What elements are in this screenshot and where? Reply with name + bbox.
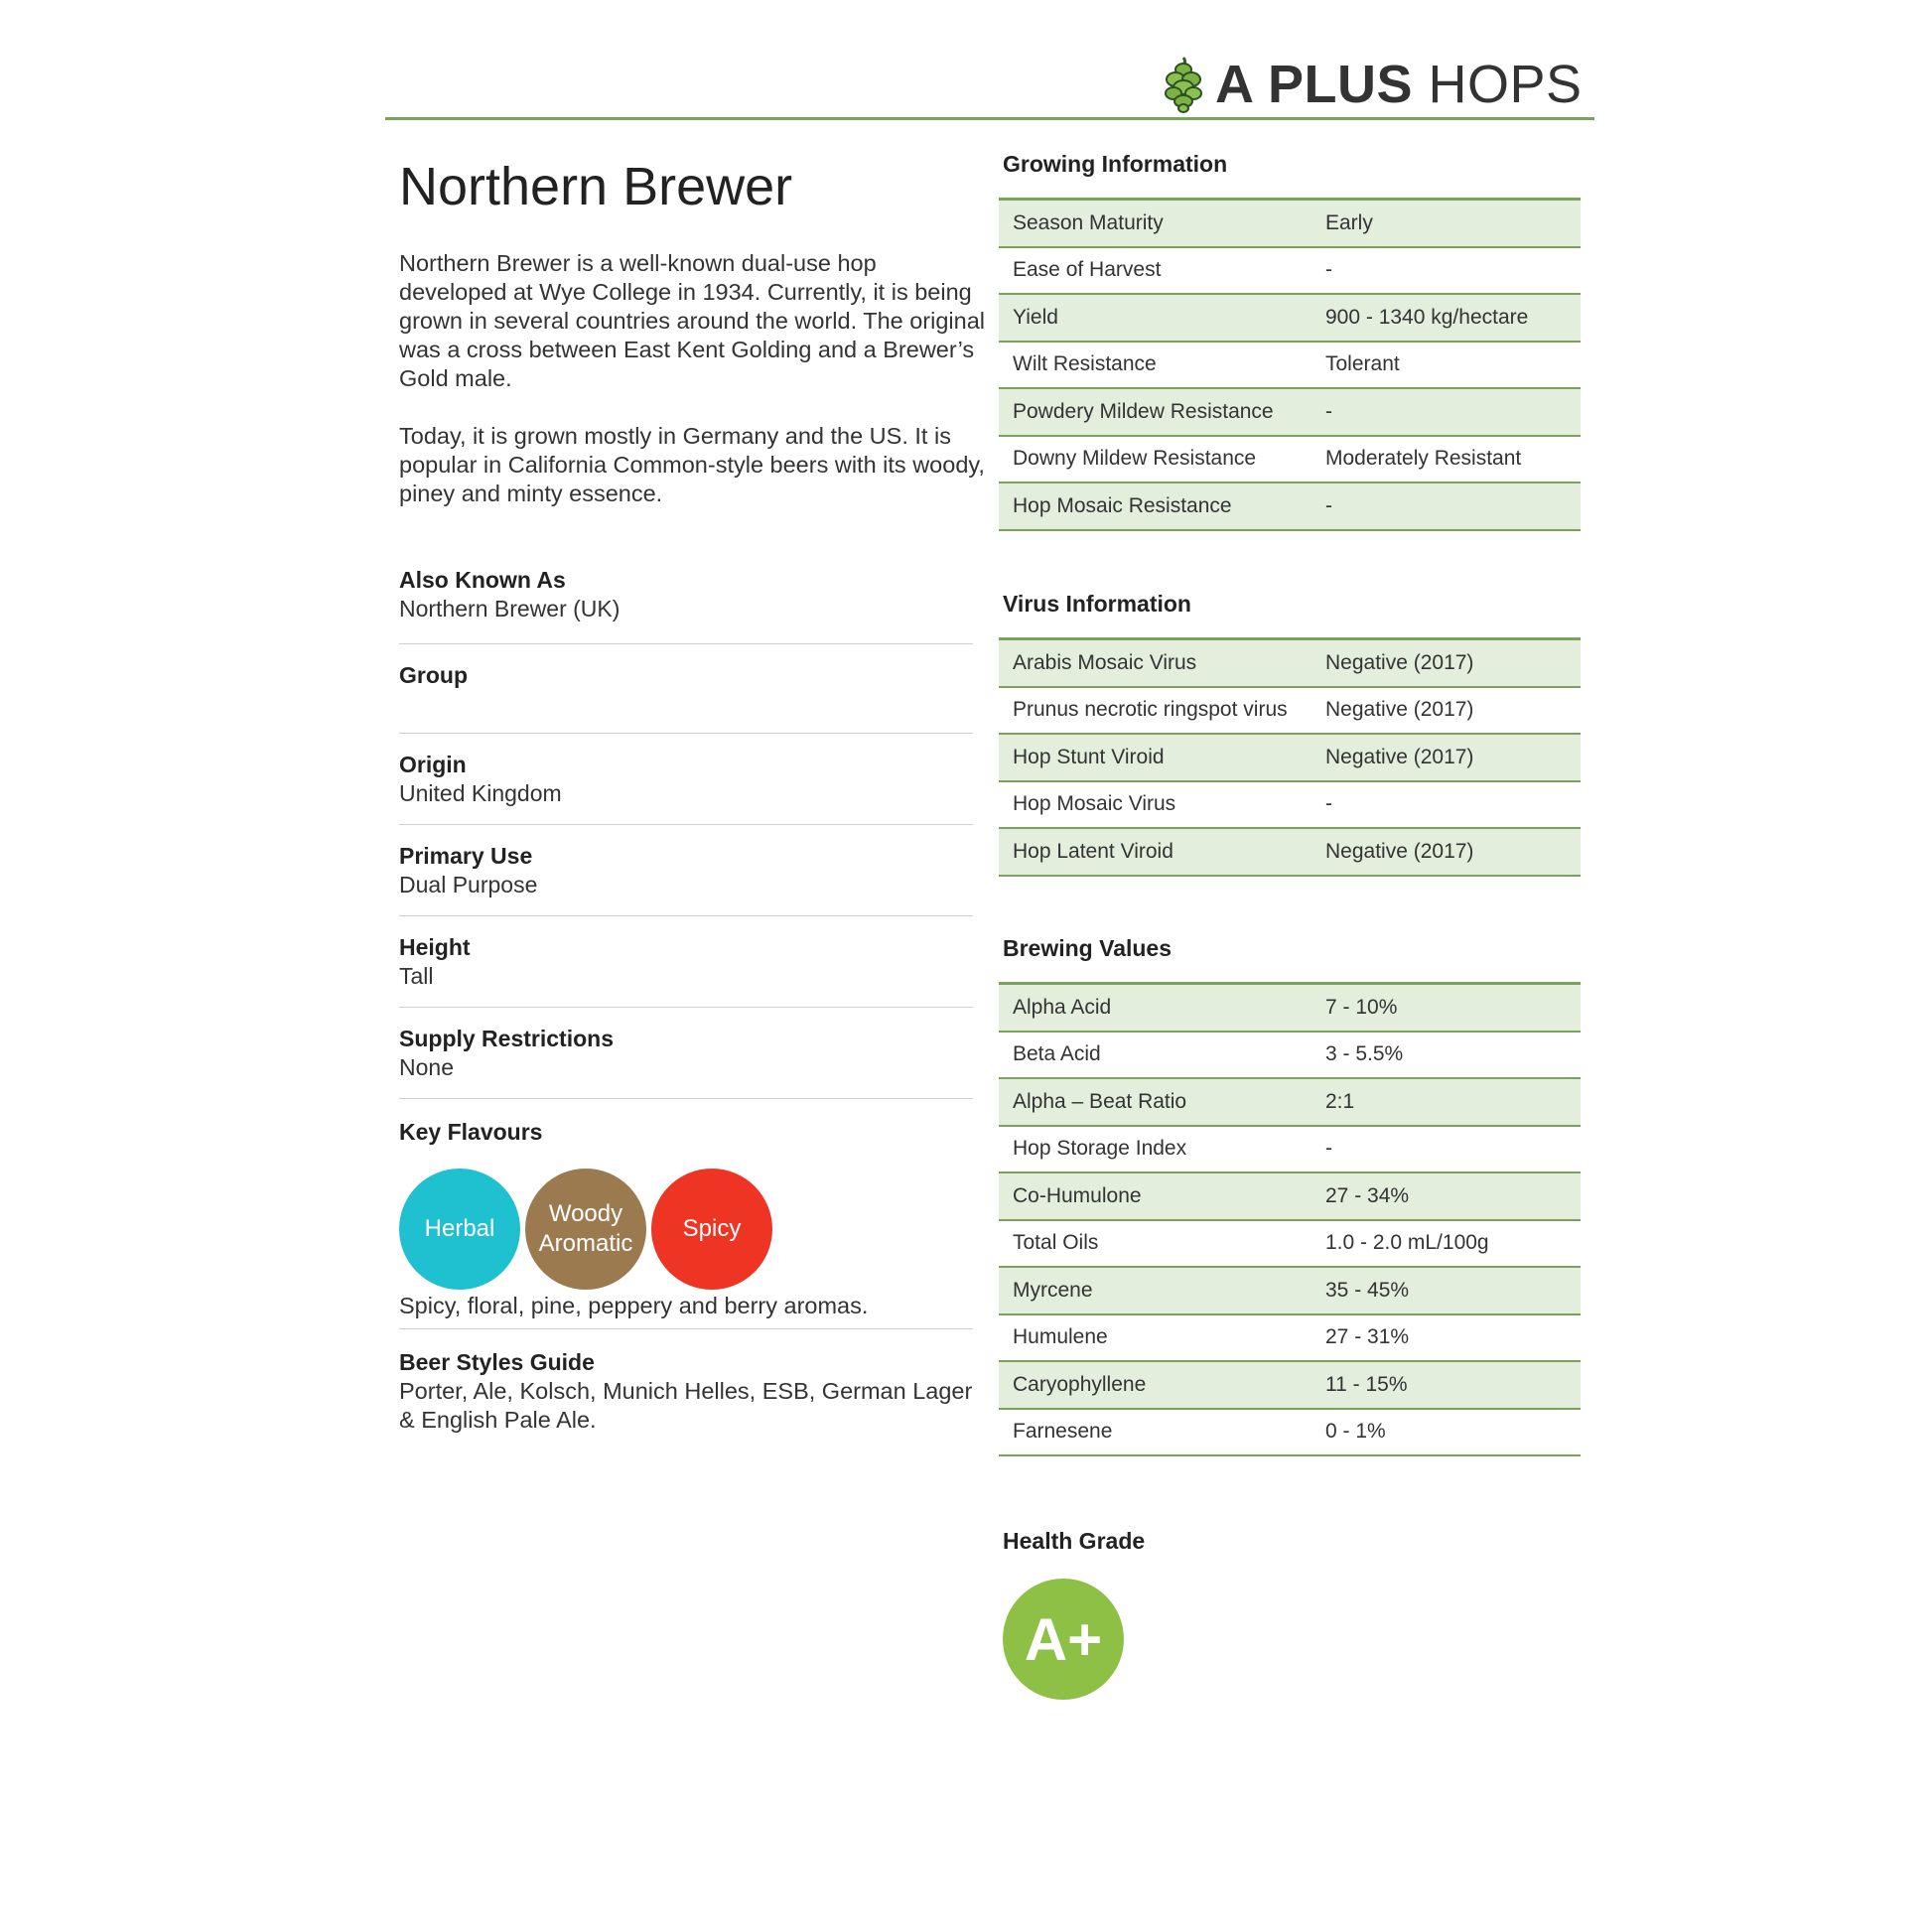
health-grade-title: Health Grade [1003,1528,1146,1554]
row-label: Hop Storage Index [1013,1137,1187,1161]
table-row [999,201,1581,248]
hop-properties [399,566,985,1099]
row-value: 1.0 - 2.0 mL/100g [1325,1231,1489,1255]
growing-info-title: Growing Information [1003,151,1228,177]
virus-info-title: Virus Information [1003,591,1191,617]
table-row [999,1033,1581,1080]
row-label: Ease of Harvest [1013,258,1162,282]
table-row [999,985,1581,1033]
table-row [999,483,1581,531]
property-value: Tall [399,963,434,989]
row-value: Early [1325,210,1373,234]
row-value: Negative (2017) [1325,650,1474,674]
row-value: 900 - 1340 kg/hectare [1325,305,1529,329]
table-row [999,1127,1581,1174]
row-value: Negative (2017) [1325,698,1474,722]
table-row [999,735,1581,782]
table-row [999,1315,1581,1363]
table-row [999,782,1581,830]
property-value [399,690,973,719]
brand-name-bold: A PLUS [1215,55,1414,114]
property-height [399,916,973,1008]
row-label: Yield [1013,305,1058,329]
brand-name-light: HOPS [1428,55,1583,114]
brand-name [1215,55,1583,114]
row-value: Negative (2017) [1325,839,1474,863]
key-flavours-label: Key Flavours [399,1119,543,1145]
property-value: None [399,1054,454,1080]
row-value: 0 - 1% [1325,1420,1386,1444]
row-label: Beta Acid [1013,1042,1101,1066]
row-value: Moderately Resistant [1325,447,1522,471]
table-row [999,437,1581,484]
property-origin [399,734,973,825]
flavour-description: Spicy, floral, pine, peppery and berry aromas. [399,1292,973,1329]
row-value: Tolerant [1325,352,1400,376]
growing-info-table [999,198,1581,531]
row-label: Wilt Resistance [1013,352,1157,376]
row-value: 3 - 5.5% [1325,1042,1404,1066]
table-row [999,389,1581,437]
hop-overview [399,149,985,1435]
table-row [999,829,1581,877]
row-value: 11 - 15% [1325,1372,1408,1396]
table-row [999,688,1581,736]
table-row [999,1268,1581,1315]
row-value: 27 - 34% [1325,1183,1410,1207]
row-value: - [1325,258,1332,282]
row-label: Myrcene [1013,1278,1093,1302]
property-label: Height [399,934,471,960]
property-group [399,644,973,734]
row-value: 35 - 45% [1325,1278,1410,1302]
flavour-bubble-woody-aromatic: Woody Aromatic [525,1169,646,1290]
property-label: Origin [399,752,467,777]
flavour-bubble-herbal: Herbal [399,1169,520,1290]
table-row [999,1079,1581,1127]
row-label: Hop Mosaic Resistance [1013,493,1232,517]
property-label: Primary Use [399,843,533,869]
row-value: 2:1 [1325,1089,1355,1113]
property-label: Supply Restrictions [399,1026,614,1051]
property-primary-use [399,825,973,916]
beer-styles-label: Beer Styles Guide [399,1349,595,1375]
table-row [999,248,1581,296]
row-label: Co-Humulone [1013,1183,1142,1207]
row-label: Prunus necrotic ringspot virus [1013,698,1288,722]
property-supply-restrictions [399,1008,973,1099]
row-label: Hop Mosaic Virus [1013,792,1176,816]
property-value: United Kingdom [399,780,562,806]
table-row [999,1410,1581,1457]
beer-styles-value: Porter, Ale, Kolsch, Munich Helles, ESB, German Lager & English Pale Ale. [399,1378,973,1433]
row-value: 27 - 31% [1325,1325,1410,1349]
hop-cone-icon [1162,56,1205,113]
property-label: Also Known As [399,567,566,593]
property-value: Northern Brewer (UK) [399,596,621,621]
row-value: - [1325,1137,1332,1161]
table-row [999,343,1581,390]
row-label: Humulene [1013,1325,1108,1349]
virus-info-table [999,637,1581,877]
row-value: - [1325,792,1332,816]
row-label: Alpha – Beat Ratio [1013,1089,1187,1113]
table-row [999,1173,1581,1221]
row-label: Arabis Mosaic Virus [1013,650,1197,674]
description-paragraph-1: Northern Brewer is a well-known dual-use hop developed at Wye College in 1934. Currently, it is being grown in several countries around the world. The original was a cross between East Kent Golding and a Brewer’s Gold male. [399,250,986,391]
row-value: 7 - 10% [1325,995,1398,1019]
table-row [999,640,1581,688]
property-also-known-as [399,566,973,644]
property-value: Dual Purpose [399,872,538,897]
row-value: - [1325,399,1332,423]
brand-logo [1162,55,1583,114]
row-value: - [1325,493,1332,517]
row-label: Total Oils [1013,1231,1099,1255]
row-label: Season Maturity [1013,210,1164,234]
property-label: Group [399,662,468,688]
hop-title: Northern Brewer [399,157,793,216]
header-rule [385,117,1594,120]
table-row [999,1221,1581,1269]
row-label: Downy Mildew Resistance [1013,447,1257,471]
row-label: Hop Stunt Viroid [1013,745,1165,768]
flavour-bubble-spicy: Spicy [651,1169,772,1290]
row-label: Powdery Mildew Resistance [1013,399,1274,423]
row-label: Alpha Acid [1013,995,1112,1019]
row-label: Hop Latent Viroid [1013,839,1173,863]
brewing-values-title: Brewing Values [1003,935,1173,961]
brewing-values-table [999,982,1581,1456]
row-label: Caryophyllene [1013,1372,1147,1396]
health-grade-badge: A+ [1003,1579,1124,1700]
flavour-bubbles [399,1169,985,1290]
row-label: Farnesene [1013,1420,1113,1444]
table-row [999,295,1581,343]
description-paragraph-2: Today, it is grown mostly in Germany and the US. It is popular in California Common-style beers with its woody, piney and minty essence. [399,423,985,506]
row-value: Negative (2017) [1325,745,1474,768]
table-row [999,1362,1581,1410]
